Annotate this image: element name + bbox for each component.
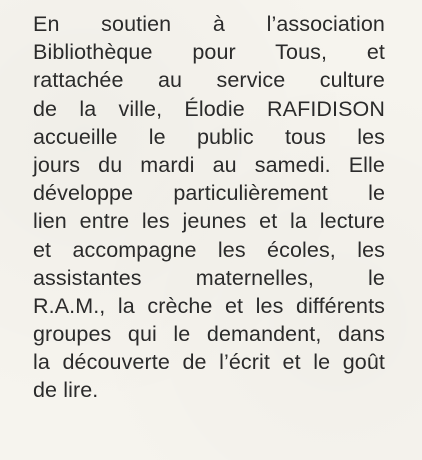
paragraph-line: jours du mardi au samedi. Elle: [33, 152, 385, 177]
paragraph-line: rattachée au service culture: [33, 68, 385, 93]
paragraph-line: Bibliothèque pour Tous, et: [33, 40, 385, 65]
paragraph-line: lien entre les jeunes et la lecture: [33, 209, 385, 234]
paragraph-line: développe particulièrement le: [33, 181, 385, 206]
paragraph-line: de lire.: [33, 378, 99, 403]
paragraph-line: assistantes maternelles, le: [33, 265, 385, 290]
paragraph-line: R.A.M., la crèche et les différents: [33, 293, 385, 318]
paragraph-line: la découverte de l’écrit et le goût: [33, 350, 385, 375]
body-paragraph: [33, 10, 385, 405]
paragraph-line: groupes qui le demandent, dans: [33, 322, 385, 347]
paragraph-line: accueille le public tous les: [33, 124, 385, 149]
paragraph-line: et accompagne les écoles, les: [33, 237, 385, 262]
paragraph-line: de la ville, Élodie RAFIDISON: [33, 96, 385, 121]
paragraph-line: En soutien à l’association: [33, 12, 385, 36]
